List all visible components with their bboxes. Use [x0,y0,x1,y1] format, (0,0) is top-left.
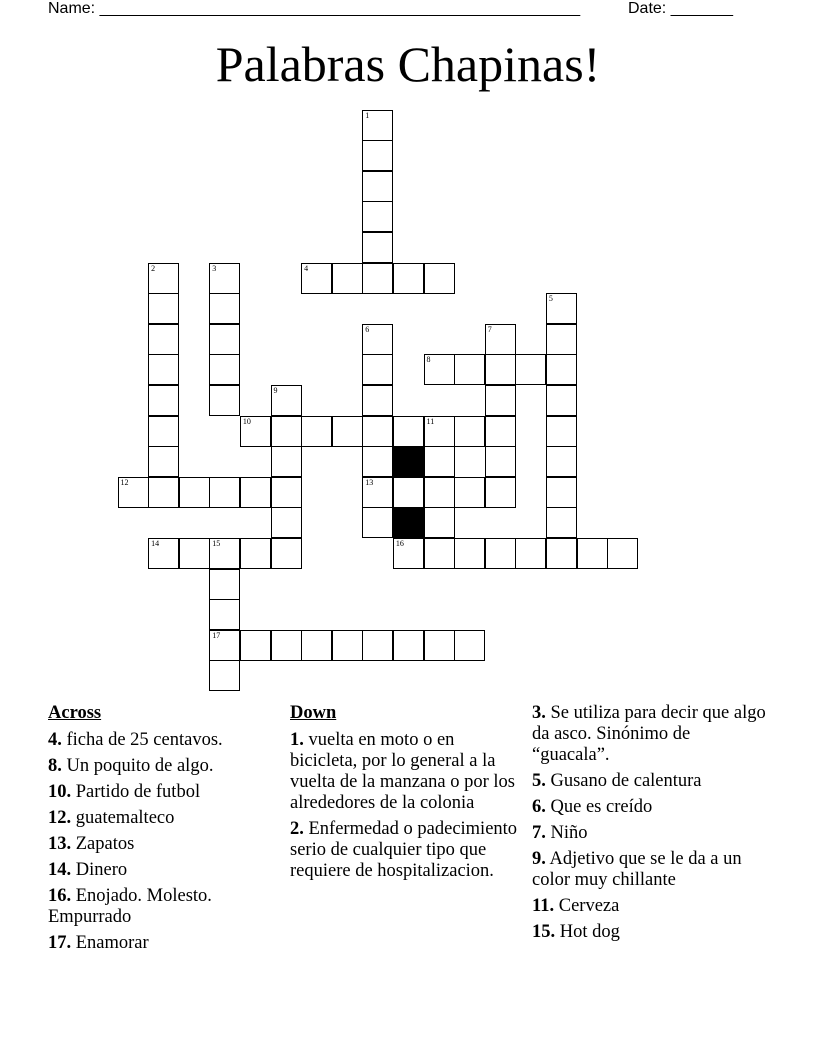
grid-cell[interactable] [362,110,393,141]
clue-number: 8 [426,355,431,365]
grid-cell[interactable] [209,477,240,508]
blocked-cell [393,507,424,538]
grid-cell[interactable] [209,660,240,691]
clue-number: 7 [487,324,492,334]
clue-text: vuelta en moto o en bicicleta, por lo general a la vuelta de la manzana o por los alrededores de la colonia [290,730,515,813]
grid-cell[interactable] [454,354,485,385]
grid-cell[interactable] [148,416,179,447]
across-clue [48,808,284,829]
clue-text: Dinero [71,860,128,880]
grid-cell[interactable] [271,630,302,661]
across-heading: Across [48,703,102,723]
grid-cell[interactable] [301,416,332,447]
across-clue [48,730,284,751]
clue-number: 6. [532,797,546,817]
clue-number: 2 [151,263,156,273]
down-clues-continued [532,703,768,948]
grid-cell[interactable] [362,263,393,294]
clue-number: 1 [365,110,370,120]
clue-number: 1. [290,730,304,750]
grid-cell[interactable] [362,446,393,477]
across-clue [48,756,284,777]
grid-cell[interactable] [301,263,332,294]
grid-cell[interactable] [577,538,608,569]
grid-cell[interactable] [209,385,240,416]
grid-cell[interactable] [209,538,240,569]
grid-cell[interactable] [485,446,516,477]
page-title: Palabras Chapinas! [215,36,601,92]
grid-cell[interactable] [515,538,546,569]
down-clue [532,849,768,891]
clue-text: Enojado. Molesto. Empurrado [48,886,212,927]
grid-cell[interactable] [148,324,179,355]
clue-text: Gusano de calentura [545,771,702,791]
clue-number: 4 [304,263,309,273]
clue-number: 11 [426,416,435,426]
grid-cell[interactable] [209,293,240,324]
grid-cell[interactable] [546,538,577,569]
grid-cell[interactable] [240,416,271,447]
clue-text: Enfermedad o padecimiento serio de cualquier tipo que requiere de hospitalizacion. [290,819,518,881]
grid-cell[interactable] [179,538,210,569]
clue-number: 2. [290,819,304,839]
across-clue [48,782,284,803]
clue-number: 9 [273,385,278,395]
grid-cell[interactable] [209,599,240,630]
grid-cell[interactable] [209,263,240,294]
grid-cell[interactable] [362,232,393,263]
across-clue [48,933,284,954]
clue-text: Adjetivo que se le da a un color muy chillante [532,849,742,890]
grid-cell[interactable] [148,538,179,569]
down-clue [532,823,768,844]
grid-cell[interactable] [118,477,149,508]
grid-cell[interactable] [485,324,516,355]
clue-number: 4. [48,730,62,750]
grid-cell[interactable] [271,477,302,508]
clue-text: Hot dog [555,922,620,942]
clue-number: 14. [48,860,72,880]
down-clue [532,922,768,943]
clue-number: 7. [532,823,546,843]
grid-cell[interactable] [485,385,516,416]
clue-text: Niño [545,823,588,843]
down-heading: Down [290,703,337,723]
grid-cell[interactable] [362,416,393,447]
clue-text: Zapatos [71,834,135,854]
clue-number: 11. [532,896,555,916]
grid-cell[interactable] [485,416,516,447]
grid-cell[interactable] [546,385,577,416]
across-clue [48,834,284,855]
clue-number: 16. [48,886,72,906]
clue-number: 5 [548,294,553,304]
grid-cell[interactable] [546,446,577,477]
down-clue [532,771,768,792]
clue-number: 15. [532,922,556,942]
name-field: Name: ______________________________________________________ [48,0,581,17]
across-clues [48,703,284,959]
grid-cell[interactable] [362,324,393,355]
grid-cell[interactable] [424,507,455,538]
across-clue [48,860,284,881]
grid-cell[interactable] [454,630,485,661]
grid-cell[interactable] [240,538,271,569]
clue-number: 12 [120,477,129,487]
clue-number: 14 [151,538,160,548]
clue-text: Cerveza [554,896,620,916]
grid-cell[interactable] [362,171,393,202]
clue-number: 5. [532,771,546,791]
grid-cell[interactable] [485,354,516,385]
grid-cell[interactable] [148,385,179,416]
grid-cell[interactable] [301,630,332,661]
grid-cell[interactable] [332,263,363,294]
clue-number: 17. [48,933,72,953]
grid-cell[interactable] [148,263,179,294]
grid-cell[interactable] [546,293,577,324]
clue-number: 3. [532,703,546,723]
clue-number: 13. [48,834,72,854]
grid-cell[interactable] [424,354,455,385]
grid-cell[interactable] [424,477,455,508]
grid-cell[interactable] [362,477,393,508]
clue-number: 6 [365,324,370,334]
grid-cell[interactable] [332,416,363,447]
grid-cell[interactable] [424,446,455,477]
date-field: Date: _______ [628,0,733,17]
clue-text: guatemalteco [71,808,175,828]
grid-cell[interactable] [485,477,516,508]
grid-cell[interactable] [546,354,577,385]
grid-cell[interactable] [271,385,302,416]
grid-cell[interactable] [546,507,577,538]
grid-cell[interactable] [393,263,424,294]
grid-cell[interactable] [148,354,179,385]
grid-cell[interactable] [454,477,485,508]
grid-cell[interactable] [454,538,485,569]
down-clue [532,896,768,917]
clue-number: 9. [532,849,546,869]
grid-cell[interactable] [393,630,424,661]
clue-text: Que es creído [545,797,653,817]
grid-cell[interactable] [271,507,302,538]
grid-cell[interactable] [393,416,424,447]
grid-cell[interactable] [424,538,455,569]
clue-number: 8. [48,756,62,776]
grid-cell[interactable] [393,538,424,569]
grid-cell[interactable] [362,201,393,232]
grid-cell[interactable] [362,630,393,661]
across-clue [48,886,284,928]
grid-cell[interactable] [424,263,455,294]
grid-cell[interactable] [271,416,302,447]
grid-cell[interactable] [240,477,271,508]
grid-cell[interactable] [454,416,485,447]
grid-cell[interactable] [546,324,577,355]
grid-cell[interactable] [209,354,240,385]
clue-text: Partido de futbol [71,782,201,802]
grid-cell[interactable] [209,630,240,661]
grid-cell[interactable] [546,416,577,447]
grid-cell[interactable] [209,569,240,600]
clue-number: 13 [365,477,374,487]
clue-number: 10 [242,416,251,426]
grid-cell[interactable] [546,477,577,508]
grid-cell[interactable] [607,538,638,569]
clue-text: ficha de 25 centavos. [61,730,223,750]
clue-number: 3 [212,263,217,273]
clue-text: Se utiliza para decir que algo da asco. Sinónimo de “guacala”. [532,703,766,765]
down-clue [532,797,768,818]
grid-cell[interactable] [362,140,393,171]
grid-cell[interactable] [424,630,455,661]
grid-cell[interactable] [148,477,179,508]
blocked-cell [393,446,424,477]
clue-number: 10. [48,782,72,802]
grid-cell[interactable] [271,538,302,569]
grid-cell[interactable] [148,293,179,324]
grid-cell[interactable] [362,507,393,538]
grid-cell[interactable] [240,630,271,661]
clue-number: 16 [395,538,404,548]
grid-cell[interactable] [148,446,179,477]
down-clue [532,703,768,766]
grid-cell[interactable] [515,354,546,385]
down-clue [290,819,526,882]
clue-number: 12. [48,808,72,828]
clue-text: Enamorar [71,933,149,953]
down-clue [290,730,526,814]
grid-cell[interactable] [362,354,393,385]
grid-cell[interactable] [179,477,210,508]
down-clues [290,703,526,887]
grid-cell[interactable] [485,538,516,569]
grid-cell[interactable] [271,446,302,477]
grid-cell[interactable] [362,385,393,416]
grid-cell[interactable] [424,416,455,447]
grid-cell[interactable] [332,630,363,661]
clue-number: 15 [212,538,221,548]
grid-cell[interactable] [393,477,424,508]
clue-text: Un poquito de algo. [61,756,214,776]
grid-cell[interactable] [209,324,240,355]
clue-number: 17 [212,630,221,640]
